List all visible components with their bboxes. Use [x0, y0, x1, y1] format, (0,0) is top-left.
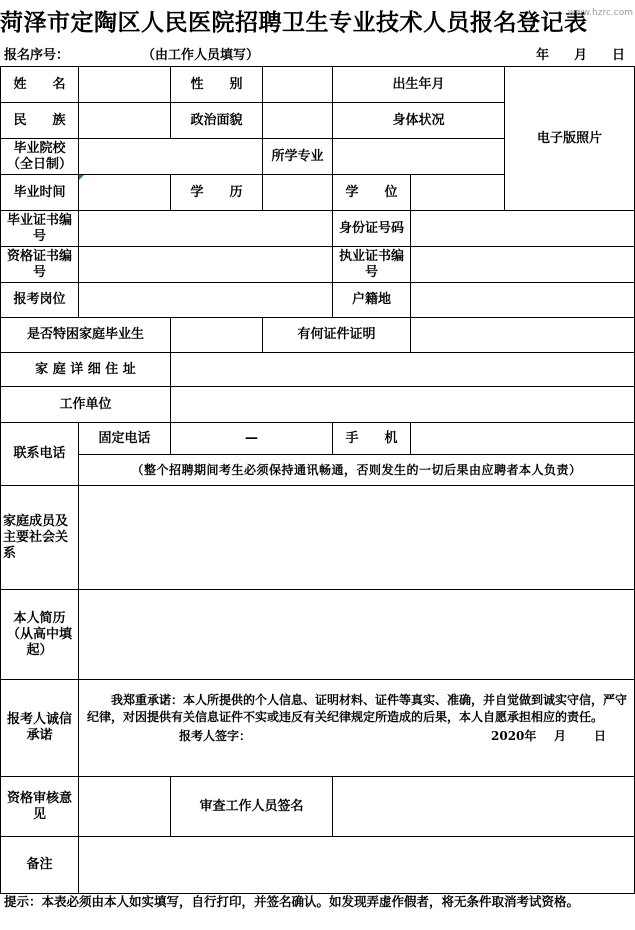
id-number-field[interactable]	[411, 211, 635, 247]
mobile-label: 手 机	[333, 423, 411, 455]
ethnicity-label: 民 族	[1, 103, 79, 139]
pledge-text: 我郑重承诺：本人所提供的个人信息、证明材料、证件等真实、准确，并自觉做到诚实守信，严守纪律，对因提供有关信息证件不实或违反有关纪律规定所造成的后果，本人自愿承担相应的责任。	[87, 693, 628, 724]
poor-family-field[interactable]	[171, 318, 263, 353]
degree-field[interactable]	[411, 175, 505, 211]
pledge-signature-row	[87, 728, 630, 746]
qual-cert-field[interactable]	[79, 247, 333, 283]
review-field[interactable]	[79, 777, 171, 837]
name-label: 姓 名	[1, 67, 79, 103]
date-year-label: 年	[536, 48, 550, 63]
education-field[interactable]	[263, 175, 333, 211]
serial-label: 报名序号：	[4, 48, 70, 63]
pledge-year: 2020年	[491, 729, 537, 743]
address-field[interactable]	[171, 353, 635, 387]
position-label: 报考岗位	[1, 283, 79, 318]
reviewer-sign-label: 审查工作人员签名	[171, 777, 333, 837]
pledge-day: 日	[594, 729, 607, 743]
health-label: 身体状况	[333, 103, 505, 139]
review-label: 资格审核意见	[1, 777, 79, 837]
pledge-label: 报考人诚信承诺	[1, 680, 79, 777]
contact-notice: （整个招聘期间考生必须保持通讯畅通，否则发生的一切后果由应聘者本人负责）	[79, 455, 635, 486]
form-title: 菏泽市定陶区人民医院招聘卫生专业技术人员报名登记表	[0, 9, 588, 36]
pledge-month: 月	[554, 729, 567, 743]
landline-field[interactable]	[171, 423, 333, 455]
proof-label: 有何证件证明	[263, 318, 411, 353]
politics-field[interactable]	[263, 103, 333, 139]
qual-cert-label: 资格证书编号	[1, 247, 79, 283]
grad-cert-field[interactable]	[79, 211, 333, 247]
cell-marker-icon	[79, 175, 84, 180]
id-number-label: 身份证号码	[333, 211, 411, 247]
remarks-label: 备注	[1, 837, 79, 894]
poor-family-label: 是否特困家庭毕业生	[1, 318, 171, 353]
school-label: 毕业院校（全日制）	[1, 139, 79, 175]
education-label: 学 历	[171, 175, 263, 211]
degree-label: 学 位	[333, 175, 411, 211]
landline-label: 固定电话	[79, 423, 171, 455]
workplace-label: 工作单位	[1, 387, 171, 423]
grad-time-field[interactable]	[79, 175, 171, 211]
birth-label: 出生年月	[333, 67, 505, 103]
photo-box[interactable]: 电子版照片	[505, 67, 635, 211]
mobile-field[interactable]	[411, 423, 635, 455]
remarks-field[interactable]	[79, 837, 635, 894]
ethnicity-field[interactable]	[79, 103, 171, 139]
family-field[interactable]	[79, 486, 635, 590]
resume-label: 本人简历（从高中填起）	[1, 590, 79, 680]
major-label: 所学专业	[263, 139, 333, 175]
contact-label: 联系电话	[1, 423, 79, 486]
address-label: 家 庭 详 细 住 址	[1, 353, 171, 387]
hukou-field[interactable]	[411, 283, 635, 318]
pledge-block	[79, 680, 635, 777]
major-field[interactable]	[333, 139, 505, 175]
landline-dash: —	[245, 430, 258, 446]
practice-cert-field[interactable]	[411, 247, 635, 283]
grad-time-label: 毕业时间	[1, 175, 79, 211]
date-month-label: 月	[574, 48, 588, 63]
footer-notice: 提示：本表必须由本人如实填写，自行打印，并签名确认。如发现弄虚作假者，将无条件取消考试资格。	[4, 894, 580, 909]
position-field[interactable]	[79, 283, 333, 318]
workplace-field[interactable]	[171, 387, 635, 423]
date-day-label: 日	[612, 48, 626, 63]
hukou-label: 户籍地	[333, 283, 411, 318]
name-field[interactable]	[79, 67, 171, 103]
practice-cert-label: 执业证书编号	[333, 247, 411, 283]
resume-field[interactable]	[79, 590, 635, 680]
staff-note: （由工作人员填写）	[142, 48, 260, 63]
watermark: www.hzrc.com	[567, 8, 633, 18]
proof-field[interactable]	[411, 318, 635, 353]
signature-label: 报考人签字：	[179, 729, 252, 743]
family-label: 家庭成员及主要社会关系	[1, 486, 79, 590]
gender-label: 性 别	[171, 67, 263, 103]
grad-cert-label: 毕业证书编号	[1, 211, 79, 247]
reviewer-sign-field[interactable]	[333, 777, 635, 837]
politics-label: 政治面貌	[171, 103, 263, 139]
gender-field[interactable]	[263, 67, 333, 103]
school-field[interactable]	[79, 139, 263, 175]
registration-table	[0, 66, 635, 894]
